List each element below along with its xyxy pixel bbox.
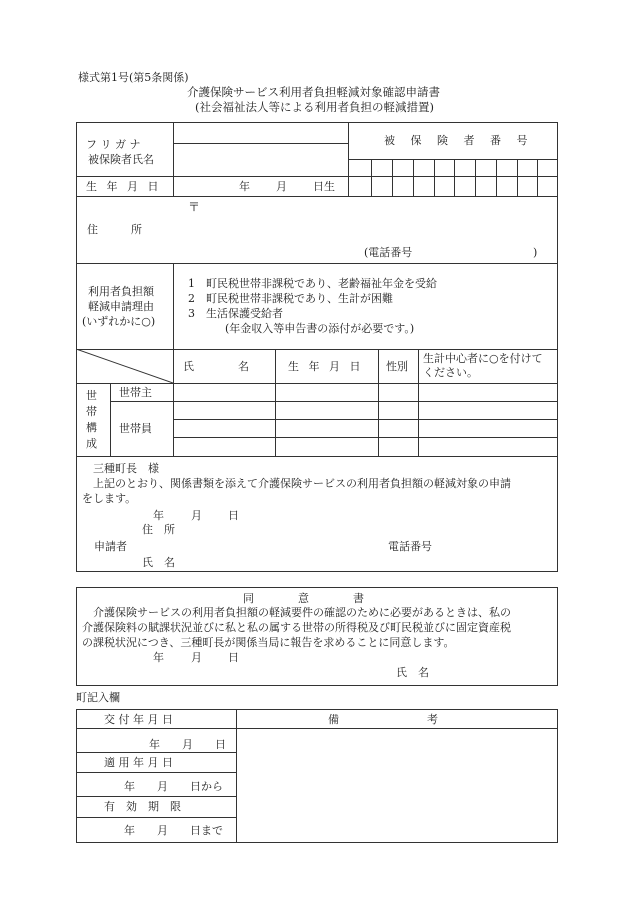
household-row[interactable] — [173, 437, 558, 456]
reason-option-3[interactable]: 3 生活保護受給者 — [188, 307, 283, 320]
consent-name-label: 氏 名 — [396, 666, 429, 679]
phone-label: (電話番号 — [364, 246, 413, 259]
insured-number-digit[interactable] — [496, 159, 517, 196]
household-col-center-line2: ください。 — [423, 366, 478, 379]
insured-name-label: 被保険者氏名 — [88, 153, 154, 166]
form-subtitle: (社会福祉法人等による利用者負担の軽減措置) — [195, 100, 434, 114]
phone-field[interactable] — [425, 244, 530, 260]
request-date-year: 年 — [153, 509, 164, 522]
consent-date-month: 月 — [191, 651, 202, 664]
household-col-name: 氏 名 — [183, 360, 249, 373]
insured-number-digit[interactable] — [454, 159, 475, 196]
insured-number-digit[interactable] — [434, 159, 454, 196]
remarks-label: 備 考 — [328, 713, 438, 726]
consent-line2: 介護保険料の賦課状況並びに私と私の属する世帯の所得税及び町民税並びに固定資産税 — [82, 621, 511, 634]
insured-number-digit[interactable] — [517, 159, 537, 196]
header-diagonal — [76, 349, 173, 383]
consent-date-year: 年 — [153, 651, 164, 664]
request-phone-label: 電話番号 — [388, 540, 432, 553]
consent-line1: 介護保険サービスの利用者負担額の軽減要件の確認のために必要があるときは、私の — [93, 606, 511, 619]
delivery-date-value: 年 月 日 — [149, 738, 226, 751]
phone-close: ) — [533, 246, 538, 259]
household-col-birth: 生 年 月 日 — [288, 360, 364, 373]
household-col-center-line1: 生計中心者に○を付けて — [423, 352, 543, 365]
delivery-date-label: 交 付 年 月 日 — [104, 713, 173, 726]
insured-name-field[interactable] — [173, 143, 348, 176]
household-member-label: 世帯員 — [119, 422, 152, 435]
insured-number-label: 被 保 険 者 番 号 — [384, 134, 534, 147]
reason-label-line1: 利用者負担額 — [88, 285, 154, 298]
valid-period-label: 有 効 期 限 — [104, 800, 181, 813]
request-date-day: 日 — [228, 509, 239, 522]
reason-option-1[interactable]: 1 町民税世帯非課税であり、老齢福祉年金を受給 — [188, 277, 437, 290]
birth-month-label: 月 — [276, 180, 287, 193]
applicant-label: 申請者 — [94, 540, 127, 553]
insured-number-digit[interactable] — [413, 159, 434, 196]
postal-mark: 〒 — [188, 200, 201, 214]
insured-number-digit[interactable] — [537, 159, 558, 196]
birth-date-field[interactable] — [173, 176, 348, 196]
reason-option-2[interactable]: 2 町民税世帯非課税であり、生計が困難 — [188, 292, 393, 305]
request-date-month: 月 — [191, 509, 202, 522]
consent-line3: の課税状況につき、三種町長が関係当局に報告を求めることに同意します。 — [82, 636, 455, 649]
birth-year-label: 年 — [239, 180, 250, 193]
household-head-label: 世帯主 — [119, 386, 152, 399]
insured-number-digit[interactable] — [371, 159, 392, 196]
address-label: 住 所 — [87, 223, 142, 236]
insured-number-digit[interactable] — [475, 159, 496, 196]
household-side-char: 成 — [86, 437, 97, 450]
valid-period-value: 年 月 日まで — [124, 824, 223, 837]
request-name-label: 氏 名 — [142, 556, 175, 569]
household-row[interactable] — [173, 419, 558, 437]
request-body-line1: 上記のとおり、関係書類を添えて介護保険サービスの利用者負担額の軽減対象の申請 — [93, 477, 511, 490]
request-body-line2: をします。 — [82, 492, 137, 505]
office-section-label: 町記入欄 — [76, 691, 120, 704]
addressee: 三種町長 様 — [93, 462, 159, 475]
furigana-label: フ リ ガ ナ — [86, 138, 141, 151]
furigana-field[interactable] — [173, 122, 348, 143]
birth-day-label: 日生 — [313, 180, 335, 193]
form-title: 介護保険サービス利用者負担軽減対象確認申請書 — [187, 85, 440, 99]
apply-date-value: 年 月 日から — [124, 780, 223, 793]
apply-date-label: 適 用 年 月 日 — [104, 756, 173, 769]
insured-number-digit[interactable] — [348, 159, 371, 196]
address-field[interactable] — [200, 198, 550, 243]
reason-label-line3: (いずれかに○) — [82, 315, 156, 328]
household-side-char: 構 — [86, 421, 97, 434]
request-address-label: 住 所 — [142, 523, 175, 536]
household-side-char: 帯 — [86, 405, 97, 418]
remarks-field[interactable] — [237, 729, 557, 842]
form-number: 様式第1号(第5条関係) — [78, 71, 189, 84]
birth-date-label: 生 年 月 日 — [86, 180, 162, 193]
household-side-char: 世 — [86, 389, 97, 402]
household-col-gender: 性別 — [386, 360, 408, 373]
consent-date-day: 日 — [228, 651, 239, 664]
reason-label-line2: 軽減申請理由 — [88, 300, 154, 313]
insured-number-digit[interactable] — [392, 159, 413, 196]
household-row[interactable] — [173, 401, 558, 419]
reason-note: (年金収入等申告書の添付が必要です。) — [225, 322, 415, 335]
household-row[interactable] — [173, 383, 558, 401]
consent-title: 同 意 書 — [243, 592, 364, 605]
